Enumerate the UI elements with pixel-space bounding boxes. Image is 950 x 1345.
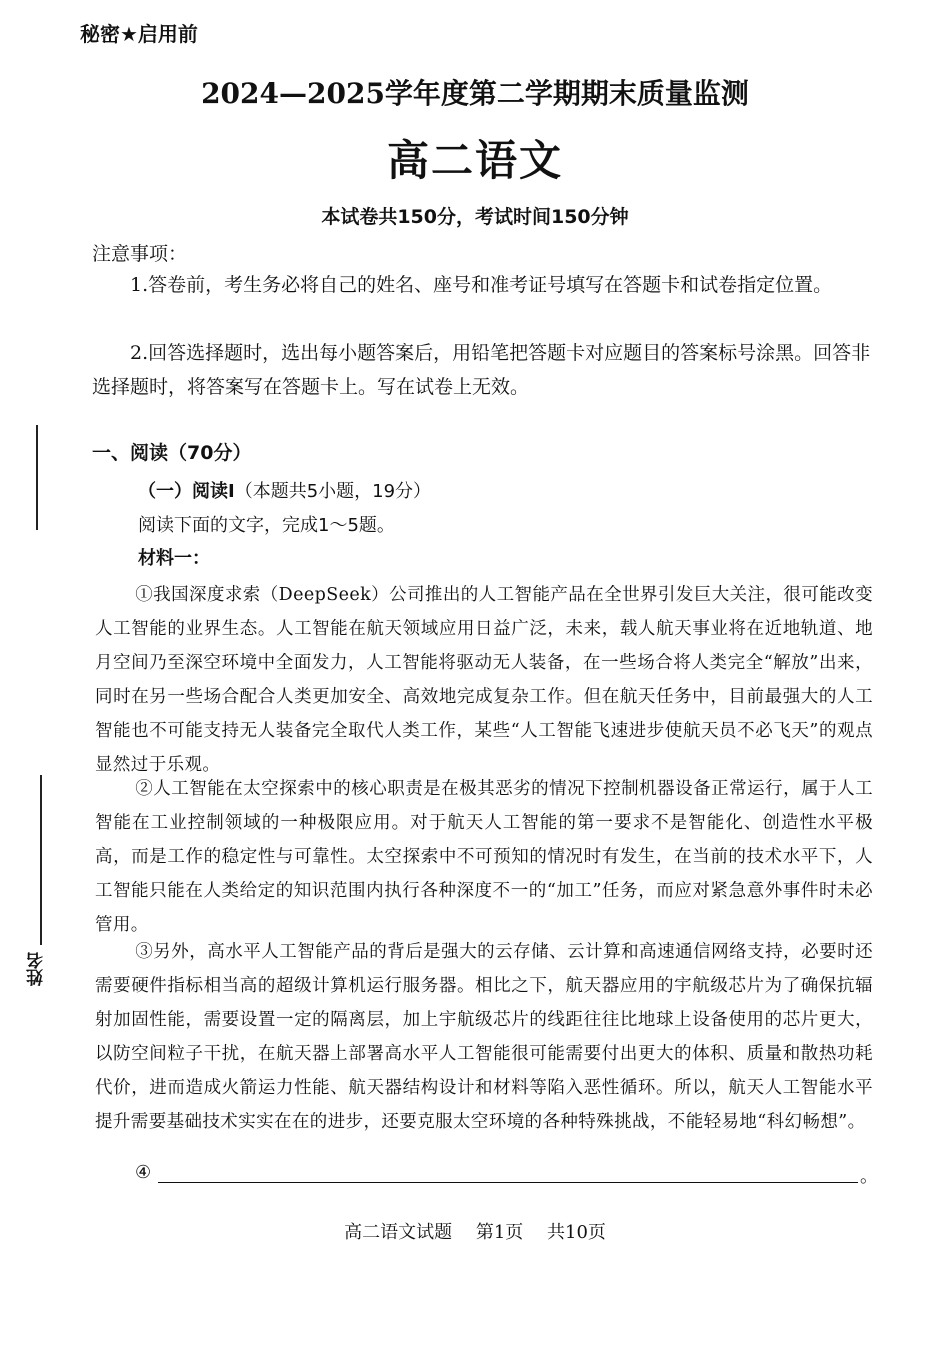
subsection-title-bold: （一）阅读Ⅰ [138,481,235,502]
notes-heading: 注意事项： [92,243,188,265]
name-label: 姓名 [27,952,47,986]
name-write-line[interactable] [40,775,42,945]
exam-title: 2024—2025学年度第二学期期末质量监测 [201,77,749,110]
reading-instruction: 阅读下面的文字，完成1～5题。 [138,515,395,536]
answer-blank-line[interactable] [158,1182,858,1183]
paragraph-3: ③另外，高水平人工智能产品的背后是强大的云存储、云计算和高速通信网络支持，必要时还需要硬件指标相当高的超级计算机运行服务器。相比之下，航天器应用的宇航级芯片为了确保抗辐射加固性能，需要设置一定的隔离层，加上宇航级芯片的线距往往比地球上设备使用的芯片更大，以防空间粒子干扰，在航天器上部署高水平人工智能很可能需要付出更大的体积、质量和散热功耗代价，进而造成火箭运力性能、航天器结构设计和材料等陷入恶性循环。所以，航天人工智能水平提升需要基础技术实实在在的进步，还要克服太空环境的各种特殊挑战，不能轻易地“科幻畅想”。 [95,942,873,1132]
paragraph-4-number: ④ [135,1162,152,1183]
page-footer: 高二语文试题 第1页 共10页 [344,1222,606,1243]
subsection-title [138,477,431,503]
exam-duration: 本试卷共150分，考试时间150分钟 [321,206,629,228]
subsection-title-rest: （本题共5小题，19分） [234,481,432,502]
subject-title: 高二语文 [386,136,563,185]
paragraph-4-end: 。 [860,1166,878,1187]
secret-label: 秘密★启用前 [80,22,198,46]
paragraph-2: ②人工智能在太空探索中的核心职责是在极其恶劣的情况下控制机器设备正常运行，属于人工智能在工业控制领域的一种极限应用。对于航天人工智能的第一要求不是智能化、创造性水平极高，而是工作的稳定性与可靠性。太空探索中不可预知的情况时有发生，在当前的技术水平下，人工智能只能在人类给定的知识范围内执行各种深度不一的“加工”任务，而应对紧急意外事件时未必管用。 [95,779,873,935]
binding-line-top [36,425,38,530]
section-title: 一、阅读（70分） [92,442,252,464]
material-label: 材料一： [138,548,210,569]
note-item-1: 1.答卷前，考生务必将自己的姓名、座号和准考证号填写在答题卡和试卷指定位置。 [130,274,833,296]
note-item-2: 2.回答选择题时，选出每小题答案后，用铅笔把答题卡对应题目的答案标号涂黑。回答非选择题时，将答案写在答题卡上。写在试卷上无效。 [92,342,871,398]
paragraph-1: ①我国深度求索（DeepSeek）公司推出的人工智能产品在全世界引发巨大关注，很可能改变人工智能的业界生态。人工智能在航天领域应用日益广泛，未来，载人航天事业将在近地轨道、地月空间乃至深空环境中全面发力，人工智能将驱动无人装备，在一些场合将人类完全“解放”出来，同时在另一些场合配合人类更加安全、高效地完成复杂工作。但在航天任务中，目前最强大的人工智能也不可能支持无人装备完全取代人类工作，某些“人工智能飞速进步使航天员不必飞天”的观点显然过于乐观。 [95,585,873,775]
